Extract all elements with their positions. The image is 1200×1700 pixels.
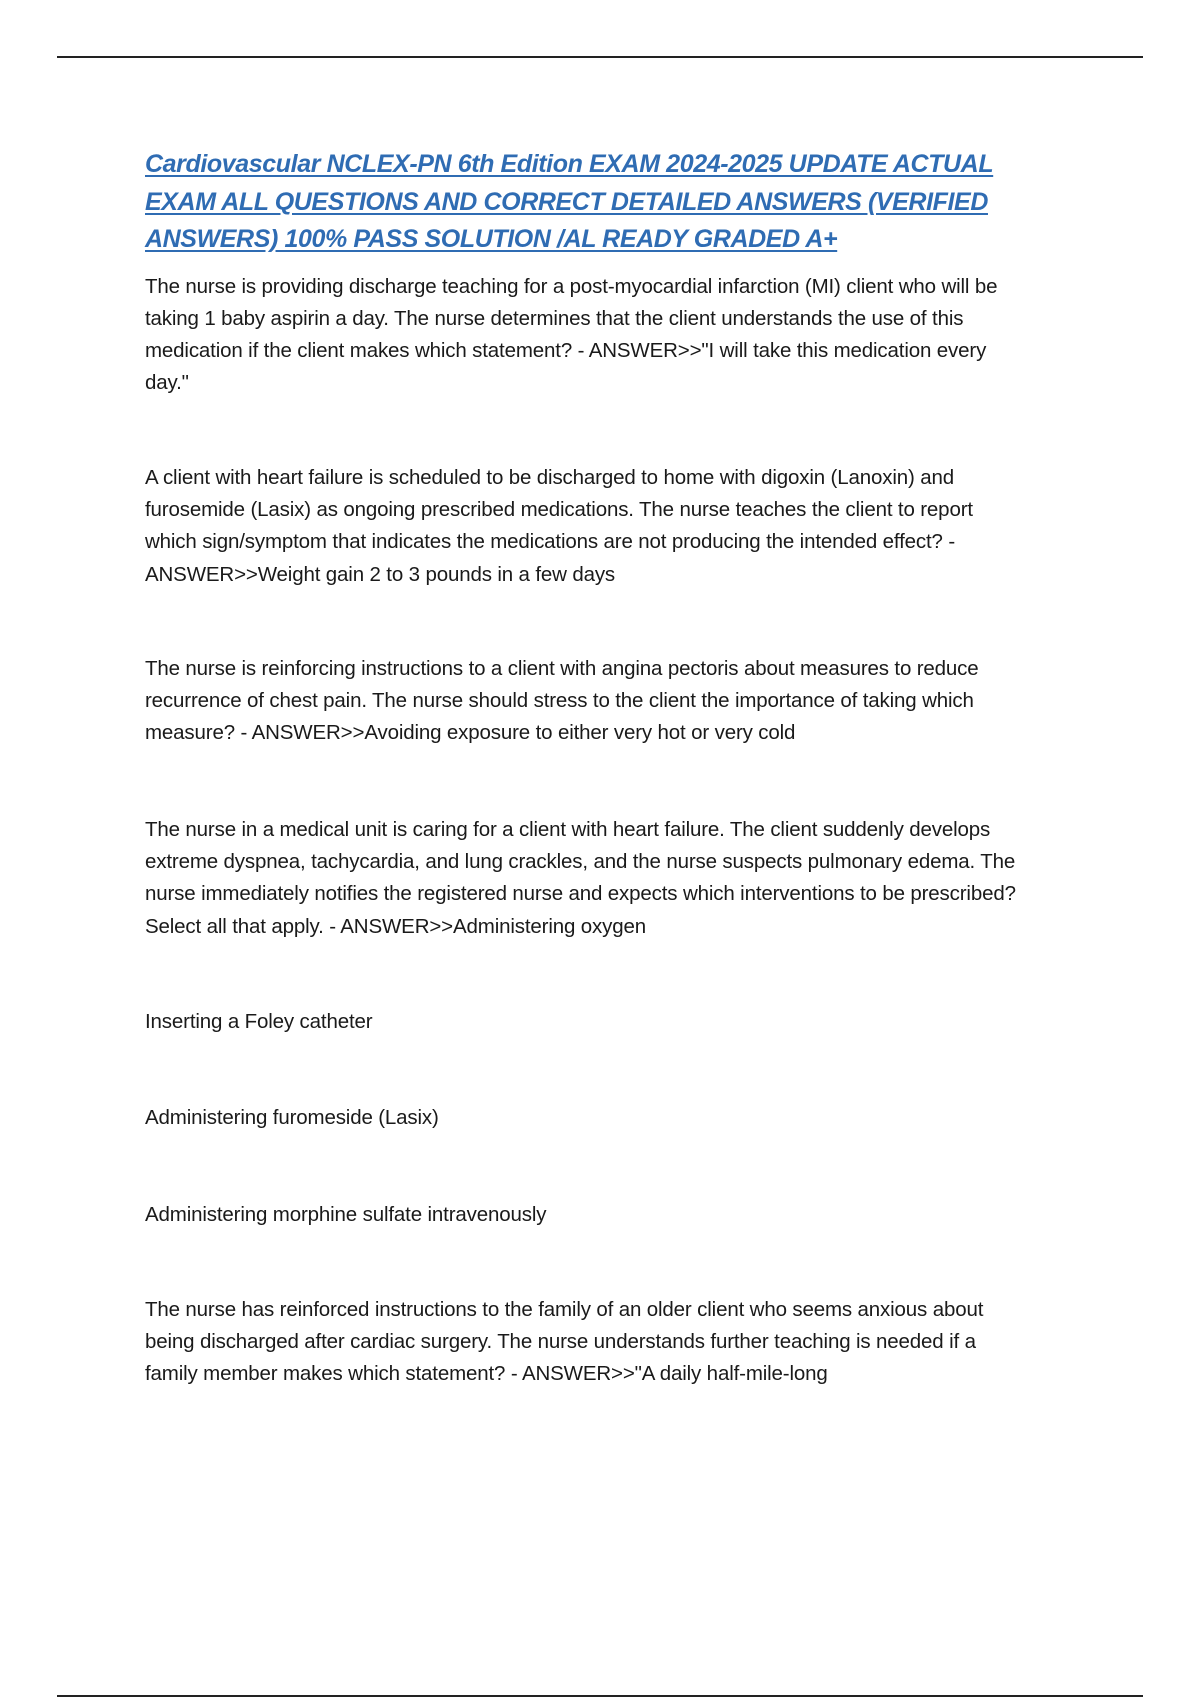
bottom-rule bbox=[57, 1695, 1143, 1697]
question-paragraph: The nurse is reinforcing instructions to a client with angina pectoris about measures to reduce recurrence of chest pain. The nurse should stress to the client the importance of taking which measure? - ANSWER>>Avoiding exposure to either very hot or very cold bbox=[145, 656, 979, 745]
answer-option: Administering morphine sulfate intravenously bbox=[145, 1202, 547, 1226]
answer-option: Inserting a Foley catheter bbox=[145, 1009, 373, 1033]
document-body bbox=[145, 146, 1025, 1391]
document-title: Cardiovascular NCLEX-PN 6th Edition EXAM 2024-2025 UPDATE ACTUAL EXAM ALL QUESTIONS AND CORRECT DETAILED ANSWERS (VERIFIED ANSWERS) 100% PASS SOLUTION /AL READY GRADED A+ bbox=[145, 150, 994, 253]
question-paragraph: A client with heart failure is scheduled to be discharged to home with digoxin (Lanoxin) and furosemide (Lasix) as ongoing prescribed medications. The nurse teaches the client to report which sign/symptom that indicates the medications are not producing the intended effect? - ANSWER>>Weight gain 2 to 3 pounds in a few days bbox=[145, 465, 973, 586]
question-paragraph: The nurse is providing discharge teaching for a post-myocardial infarction (MI) client who will be taking 1 baby aspirin a day. The nurse determines that the client understands the use of this medication if the client makes which statement? - ANSWER>>"I will take this medication every day." bbox=[145, 274, 998, 395]
top-rule bbox=[57, 56, 1143, 58]
answer-option: Administering furomeside (Lasix) bbox=[145, 1106, 439, 1130]
question-paragraph: The nurse has reinforced instructions to the family of an older client who seems anxious about being discharged after cardiac surgery. The nurse understands further teaching is needed if a family member makes which statement? - ANSWER>>"A daily half-mile-long bbox=[145, 1297, 984, 1386]
question-paragraph: The nurse in a medical unit is caring for a client with heart failure. The client suddenly develops extreme dyspnea, tachycardia, and lung crackles, and the nurse suspects pulmonary edema. The nurse immediately notifies the registered nurse and expects which interventions to be prescribed? Select all that apply. - ANSWER>>Administering oxygen bbox=[145, 817, 1016, 938]
